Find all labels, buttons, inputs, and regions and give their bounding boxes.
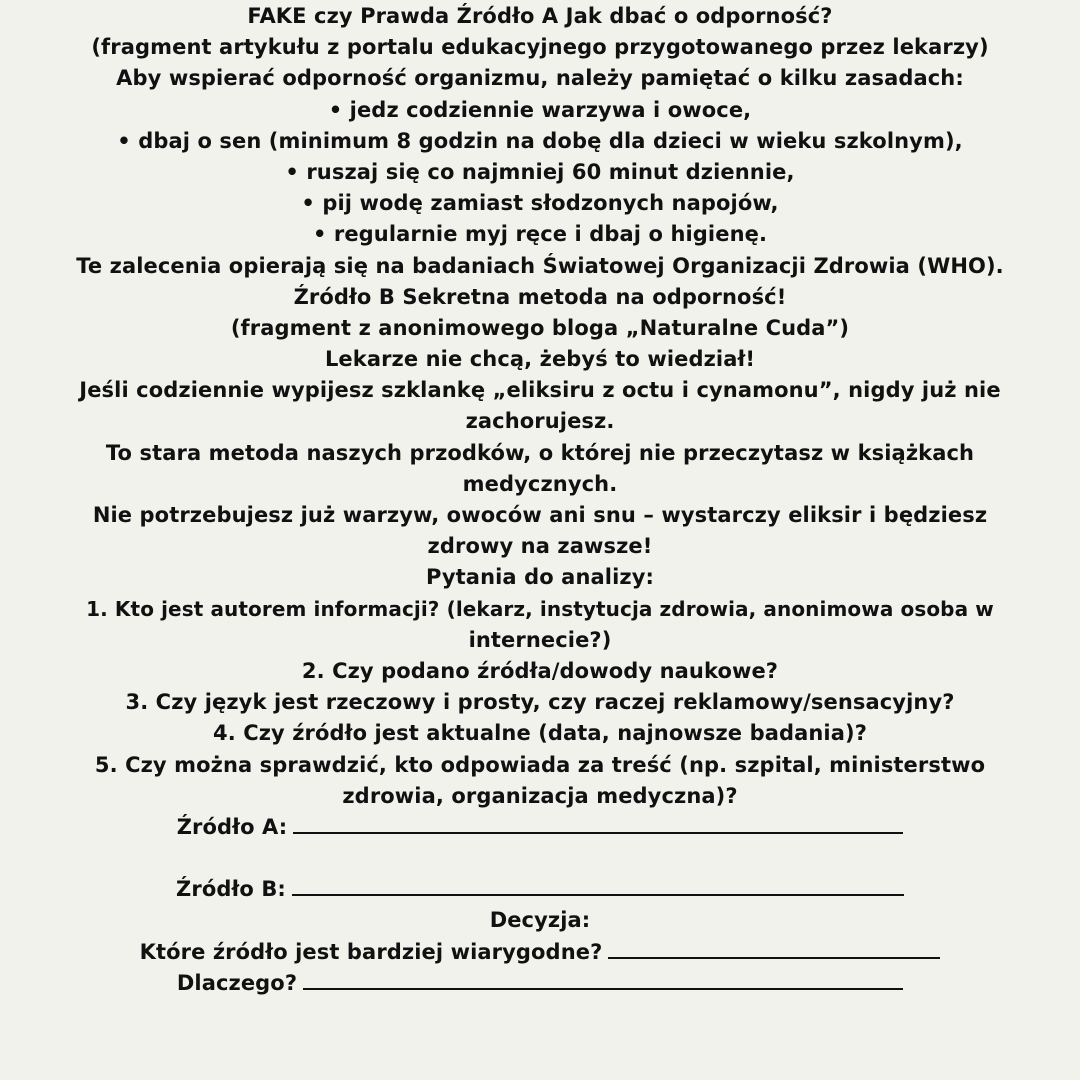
- which-source-label: Które źródło jest bardziej wiarygodne?: [139, 939, 603, 964]
- question-line: 3. Czy język jest rzeczowy i prosty, czy raczej reklamowy/sensacyjny?: [125, 690, 955, 715]
- question-line: 4. Czy źródło jest aktualne (data, najnowsze badania)?: [213, 721, 867, 746]
- source-b-text-line: Lekarze nie chcą, żebyś to wiedział!: [324, 347, 756, 372]
- source-a-bullet: • jedz codziennie warzywa i owoce,: [328, 97, 752, 122]
- source-b-text-line: Nie potrzebujesz już warzyw, owoców ani snu – wystarczy eliksir i będziesz: [92, 503, 988, 527]
- answer-source-a-blank[interactable]: [293, 816, 903, 834]
- source-a-intro: Aby wspierać odporność organizmu, należy pamiętać o kilku zasadach:: [116, 66, 964, 91]
- source-b-text-line: Jeśli codziennie wypijesz szklankę „eliksiru z octu i cynamonu”, nigdy już nie: [79, 378, 1001, 403]
- spacer: [0, 843, 1080, 874]
- source-a-subtitle: (fragment artykułu z portalu edukacyjnego przygotowanego przez lekarzy): [91, 35, 989, 60]
- source-a-bullet: • pij wodę zamiast słodzonych napojów,: [301, 191, 779, 216]
- which-source-blank[interactable]: [608, 941, 940, 959]
- question-line: 2. Czy podano źródła/dowody naukowe?: [301, 658, 779, 683]
- source-b-header: Źródło B Sekretna metoda na odporność!: [293, 284, 787, 309]
- answer-source-b-blank[interactable]: [292, 878, 904, 896]
- source-a-bullet: • regularnie myj ręce i dbaj o higienę.: [312, 222, 768, 247]
- source-b-text-line: medycznych.: [462, 471, 618, 496]
- source-a-bullet: • dbaj o sen (minimum 8 godzin na dobę dla dzieci w wieku szkolnym),: [117, 128, 963, 153]
- question-line: 5. Czy można sprawdzić, kto odpowiada za treść (np. szpital, ministerstwo: [94, 752, 986, 777]
- answer-source-a-label: Źródło A:: [176, 814, 288, 839]
- answer-source-b-row: [0, 874, 1080, 905]
- source-a-note: Te zalecenia opierają się na badaniach Światowej Organizacji Zdrowia (WHO).: [76, 253, 1004, 278]
- which-source-row: [0, 937, 1080, 968]
- source-a-bullet: • ruszaj się co najmniej 60 minut dziennie,: [285, 159, 795, 184]
- source-b-text-line: zdrowy na zawsze!: [427, 534, 653, 559]
- source-b-text-line: zachorujesz.: [465, 409, 615, 434]
- questions-title: Pytania do analizy:: [426, 565, 654, 590]
- question-line: internecie?): [468, 627, 612, 652]
- answer-source-a-row: [0, 812, 1080, 843]
- why-label: Dlaczego?: [176, 970, 298, 995]
- why-row: [0, 968, 1080, 999]
- why-blank[interactable]: [303, 972, 903, 990]
- source-b-subtitle: (fragment z anonimowego bloga „Naturalne Cuda”): [230, 315, 850, 340]
- question-line: 1. Kto jest autorem informacji? (lekarz, instytucja zdrowia, anonimowa osoba w: [86, 596, 994, 621]
- decision-title: Decyzja:: [489, 908, 591, 933]
- source-b-text-line: To stara metoda naszych przodków, o której nie przeczytasz w książkach: [105, 440, 975, 465]
- answer-source-b-label: Źródło B:: [176, 877, 286, 902]
- source-a-header: FAKE czy Prawda Źródło A Jak dbać o odporność?: [247, 4, 833, 28]
- question-line: zdrowia, organizacja medyczna)?: [342, 783, 738, 808]
